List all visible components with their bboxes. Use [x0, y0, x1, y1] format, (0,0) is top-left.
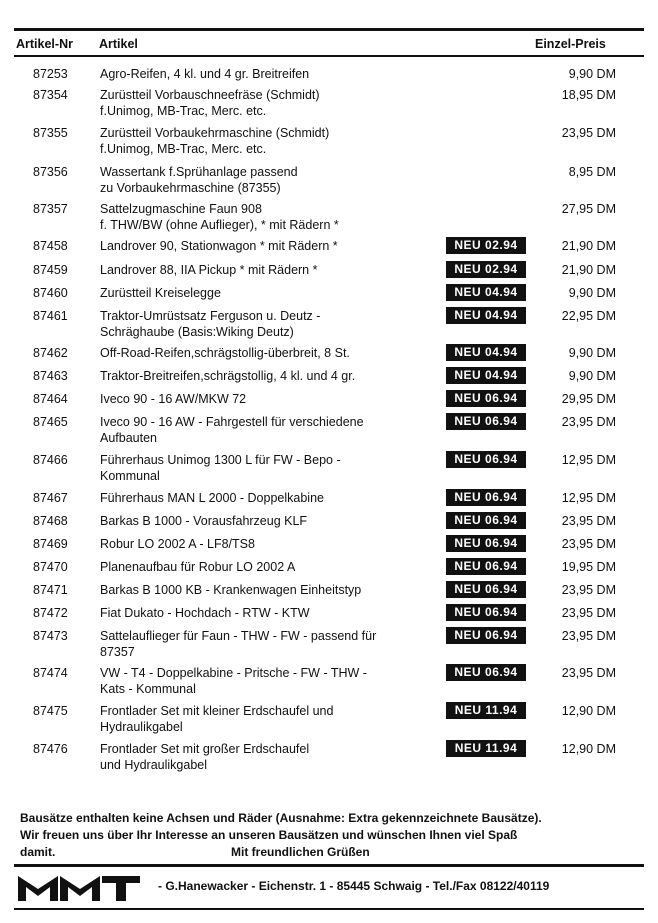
article-number: 87461	[33, 309, 68, 323]
unit-price: 23,95 DM	[561, 415, 616, 429]
unit-price: 23,95 DM	[561, 583, 616, 597]
unit-price: 23,95 DM	[561, 514, 616, 528]
new-badge: NEU 06.94	[446, 413, 526, 430]
article-description: Führerhaus MAN L 2000 - Doppelkabine	[100, 491, 324, 505]
article-number: 87476	[33, 742, 68, 756]
article-description: Sattelzugmaschine Faun 908 f. THW/BW (ohne Auflieger), * mit Rädern *	[100, 202, 339, 232]
article-number: 87474	[33, 666, 68, 680]
article-description: Zurüstteil Vorbauschneefräse (Schmidt) f.Unimog, MB-Trac, Merc. etc.	[100, 88, 320, 118]
article-number: 87462	[33, 346, 68, 360]
unit-price: 23,95 DM	[561, 606, 616, 620]
article-description: Wassertank f.Sprühanlage passend zu Vorbaukehrmaschine (87355)	[100, 165, 298, 195]
new-badge: NEU 04.94	[446, 307, 526, 324]
article-number: 87253	[33, 67, 68, 81]
article-number: 87463	[33, 369, 68, 383]
article-number: 87355	[33, 126, 68, 140]
unit-price: 12,95 DM	[561, 453, 616, 467]
article-description: Landrover 88, IIA Pickup * mit Rädern *	[100, 263, 318, 277]
new-badge: NEU 06.94	[446, 627, 526, 644]
header-artikel-nr: Artikel-Nr	[16, 37, 73, 51]
new-badge: NEU 06.94	[446, 451, 526, 468]
new-badge: NEU 02.94	[446, 237, 526, 254]
article-description: Iveco 90 - 16 AW/MKW 72	[100, 392, 247, 406]
new-badge: NEU 02.94	[446, 261, 526, 278]
article-number: 87475	[33, 704, 68, 718]
article-description: VW - T4 - Doppelkabine - Pritsche - FW - THW - Kats - Kommunal	[100, 666, 367, 696]
article-number: 87467	[33, 491, 68, 505]
new-badge: NEU 06.94	[446, 581, 526, 598]
new-badge: NEU 04.94	[446, 284, 526, 301]
article-description: Barkas B 1000 - Vorausfahrzeug KLF	[100, 514, 308, 528]
bottom-rule	[14, 908, 644, 910]
article-number: 87465	[33, 415, 68, 429]
header-artikel: Artikel	[99, 37, 138, 51]
article-number: 87357	[33, 202, 68, 216]
new-badge: NEU 06.94	[446, 535, 526, 552]
new-badge: NEU 06.94	[446, 390, 526, 407]
article-description: Planenaufbau für Robur LO 2002 A	[100, 560, 296, 574]
new-badge: NEU 04.94	[446, 344, 526, 361]
unit-price: 9,90 DM	[568, 286, 616, 300]
article-number: 87466	[33, 453, 68, 467]
header-einzel-preis: Einzel-Preis	[535, 37, 606, 51]
article-number: 87470	[33, 560, 68, 574]
unit-price: 12,90 DM	[561, 704, 616, 718]
article-number: 87473	[33, 629, 68, 643]
footnote-line-2: Wir freuen uns über Ihr Interesse an unseren Bausätzen und wünschen Ihnen viel Spaß	[20, 828, 518, 842]
article-number: 87459	[33, 263, 68, 277]
new-badge: NEU 06.94	[446, 604, 526, 621]
unit-price: 9,90 DM	[568, 369, 616, 383]
footnote-damit: damit.	[20, 845, 56, 859]
unit-price: 9,90 DM	[568, 67, 616, 81]
unit-price: 21,90 DM	[561, 239, 616, 253]
article-number: 87472	[33, 606, 68, 620]
article-description: Zurüstteil Kreiselegge	[100, 286, 221, 300]
unit-price: 22,95 DM	[561, 309, 616, 323]
article-description: Robur LO 2002 A - LF8/TS8	[100, 537, 255, 551]
unit-price: 21,90 DM	[561, 263, 616, 277]
article-number: 87469	[33, 537, 68, 551]
article-description: Landrover 90, Stationwagon * mit Rädern *	[100, 239, 338, 253]
article-description: Traktor-Umrüstsatz Ferguson u. Deutz - Schräghaube (Basis:Wiking Deutz)	[100, 309, 321, 339]
unit-price: 18,95 DM	[561, 88, 616, 102]
unit-price: 23,95 DM	[561, 629, 616, 643]
top-rule	[14, 28, 644, 31]
unit-price: 12,90 DM	[561, 742, 616, 756]
mmt-logo	[18, 873, 140, 901]
article-description: Zurüstteil Vorbaukehrmaschine (Schmidt) f.Unimog, MB-Trac, Merc. etc.	[100, 126, 330, 156]
footnote-greeting: Mit freundlichen Grüßen	[231, 845, 370, 859]
article-description: Agro-Reifen, 4 kl. und 4 gr. Breitreifen	[100, 67, 310, 81]
new-badge: NEU 11.94	[446, 702, 526, 719]
footnote-line-3	[20, 844, 640, 860]
article-description: Sattelauflieger für Faun - THW - FW - passend für 87357	[100, 629, 377, 659]
unit-price: 27,95 DM	[561, 202, 616, 216]
header-rule	[14, 55, 644, 57]
new-badge: NEU 11.94	[446, 740, 526, 757]
article-number: 87354	[33, 88, 68, 102]
article-number: 87458	[33, 239, 68, 253]
article-number: 87468	[33, 514, 68, 528]
article-number: 87356	[33, 165, 68, 179]
article-description: Traktor-Breitreifen,schrägstollig, 4 kl. und 4 gr.	[100, 369, 356, 383]
unit-price: 23,95 DM	[561, 126, 616, 140]
footnote-line-1: Bausätze enthalten keine Achsen und Räder (Ausnahme: Extra gekennzeichnete Bausätze).	[20, 811, 542, 825]
new-badge: NEU 04.94	[446, 367, 526, 384]
unit-price: 23,95 DM	[561, 537, 616, 551]
article-description: Iveco 90 - 16 AW - Fahrgestell für verschiedene Aufbauten	[100, 415, 364, 445]
new-badge: NEU 06.94	[446, 512, 526, 529]
unit-price: 8,95 DM	[568, 165, 616, 179]
unit-price: 23,95 DM	[561, 666, 616, 680]
article-description: Frontlader Set mit großer Erdschaufel und Hydraulikgabel	[100, 742, 310, 772]
article-description: Off-Road-Reifen,schrägstollig-überbreit, 8 St.	[100, 346, 350, 360]
article-description: Führerhaus Unimog 1300 L für FW - Bepo - Kommunal	[100, 453, 341, 483]
new-badge: NEU 06.94	[446, 489, 526, 506]
article-number: 87464	[33, 392, 68, 406]
new-badge: NEU 06.94	[446, 558, 526, 575]
article-number: 87471	[33, 583, 68, 597]
footer-address: - G.Hanewacker - Eichenstr. 1 - 85445 Schwaig - Tel./Fax 08122/40119	[158, 879, 550, 893]
unit-price: 29,95 DM	[561, 392, 616, 406]
article-number: 87460	[33, 286, 68, 300]
new-badge: NEU 06.94	[446, 664, 526, 681]
article-description: Frontlader Set mit kleiner Erdschaufel und Hydraulikgabel	[100, 704, 334, 734]
article-description: Barkas B 1000 KB - Krankenwagen Einheitstyp	[100, 583, 362, 597]
unit-price: 9,90 DM	[568, 346, 616, 360]
unit-price: 19,95 DM	[561, 560, 616, 574]
unit-price: 12,95 DM	[561, 491, 616, 505]
article-description: Fiat Dukato - Hochdach - RTW - KTW	[100, 606, 310, 620]
footer-rule	[14, 864, 644, 867]
